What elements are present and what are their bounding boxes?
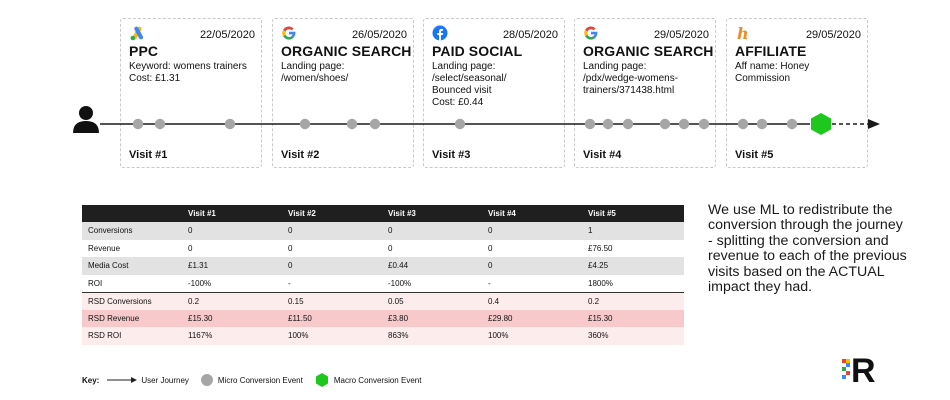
visit-card-2 — [272, 18, 414, 168]
column-header: Visit #2 — [282, 205, 382, 222]
table-cell: 0.2 — [582, 292, 684, 310]
channel-title: ORGANIC SEARCH — [583, 43, 714, 59]
visit-detail: Keyword: womens trainers Cost: £1.31 — [129, 61, 247, 84]
table-cell: 0 — [282, 257, 382, 275]
table-cell: 360% — [582, 327, 684, 345]
row-label: Revenue — [82, 240, 182, 258]
attribution-table — [82, 205, 684, 345]
table-cell: £76.50 — [582, 240, 684, 258]
table-cell: £4.25 — [582, 257, 684, 275]
column-header: Visit #3 — [382, 205, 482, 222]
row-label: ROI — [82, 275, 182, 293]
explanation-text: We use ML to redistribute the conversion through the journey - splitting the conversion and revenue to each of the previous visits based on the ACTUAL impact they had. — [708, 202, 907, 296]
row-label: Media Cost — [82, 257, 182, 275]
table-row — [82, 327, 684, 345]
visit-card-5 — [726, 18, 868, 168]
channel-title: PPC — [129, 43, 159, 59]
table-cell: 0 — [482, 257, 582, 275]
visit-date: 29/05/2020 — [805, 29, 861, 41]
visit-detail: Landing page: /select/seasonal/ Bounced visit Cost: £0.44 — [432, 61, 507, 108]
visit-card-1 — [120, 18, 262, 168]
table-row — [82, 292, 684, 310]
table-row — [82, 257, 684, 275]
table-row — [82, 222, 684, 240]
journey-arrowhead — [868, 119, 880, 129]
legend-item-user-journey — [107, 375, 189, 385]
table-cell: 0 — [482, 222, 582, 240]
table-cell: 100% — [282, 327, 382, 345]
table-cell: 0 — [482, 240, 582, 258]
table-cell: £15.30 — [182, 310, 282, 328]
svg-text:R: R — [851, 352, 876, 386]
visit-label: Visit #3 — [432, 149, 471, 161]
google-ads-icon — [129, 25, 145, 41]
table-cell: 0 — [282, 240, 382, 258]
visit-detail: Landing page: /pdx/wedge-womens- trainers/371438.html — [583, 61, 679, 96]
row-label: RSD Conversions — [82, 292, 182, 310]
micro-event-icon — [201, 374, 213, 386]
column-header: Visit #5 — [582, 205, 684, 222]
table-header-row — [82, 205, 684, 222]
visit-label: Visit #5 — [735, 149, 774, 161]
honey-icon — [735, 25, 751, 41]
legend-label: Micro Conversion Event — [217, 375, 303, 385]
svg-text:h: h — [737, 25, 749, 41]
macro-event-icon — [315, 373, 329, 387]
legend — [82, 372, 433, 388]
legend-title: Key: — [82, 375, 100, 385]
table-cell: £3.80 — [382, 310, 482, 328]
google-icon — [281, 25, 297, 41]
user-icon — [73, 106, 99, 133]
visit-detail: Landing page: /women/shoes/ — [281, 61, 349, 84]
google-icon — [583, 25, 599, 41]
table-cell: -100% — [182, 275, 282, 293]
column-header — [82, 205, 182, 222]
visit-label: Visit #1 — [129, 149, 168, 161]
visit-date: 29/05/2020 — [653, 29, 709, 41]
table-cell: £0.44 — [382, 257, 482, 275]
table-cell: 863% — [382, 327, 482, 345]
table-cell: 0.05 — [382, 292, 482, 310]
column-header: Visit #4 — [482, 205, 582, 222]
brand-logo-icon — [842, 350, 882, 386]
table-cell: 0.15 — [282, 292, 382, 310]
table-cell: 1167% — [182, 327, 282, 345]
visit-card-4 — [574, 18, 716, 168]
table-cell: 0 — [182, 240, 282, 258]
table-cell: -100% — [382, 275, 482, 293]
table-cell: 0 — [382, 222, 482, 240]
visit-date: 28/05/2020 — [502, 29, 558, 41]
visit-detail: Aff name: Honey Commission — [735, 61, 810, 84]
visit-label: Visit #2 — [281, 149, 320, 161]
table-cell: £1.31 — [182, 257, 282, 275]
row-label: RSD ROI — [82, 327, 182, 345]
arrow-right-icon — [107, 375, 137, 385]
legend-label: Macro Conversion Event — [333, 375, 422, 385]
channel-title: PAID SOCIAL — [432, 43, 523, 59]
visit-date: 22/05/2020 — [199, 29, 255, 41]
legend-item-macro — [315, 373, 422, 387]
row-label: Conversions — [82, 222, 182, 240]
table-cell: 0 — [282, 222, 382, 240]
channel-title: ORGANIC SEARCH — [281, 43, 412, 59]
table-row — [82, 275, 684, 293]
channel-title: AFFILIATE — [735, 43, 807, 59]
visit-label: Visit #4 — [583, 149, 622, 161]
table-cell: 0 — [182, 222, 282, 240]
table-cell: 1800% — [582, 275, 684, 293]
table-cell: - — [282, 275, 382, 293]
table-cell: 1 — [582, 222, 684, 240]
legend-item-micro — [201, 374, 303, 386]
table-cell: £11.50 — [282, 310, 382, 328]
table-cell: £29.80 — [482, 310, 582, 328]
table-cell: £15.30 — [582, 310, 684, 328]
table-cell: 0.4 — [482, 292, 582, 310]
column-header: Visit #1 — [182, 205, 282, 222]
facebook-icon — [432, 25, 448, 41]
legend-label: User Journey — [141, 375, 189, 385]
visit-date: 26/05/2020 — [351, 29, 407, 41]
row-label: RSD Revenue — [82, 310, 182, 328]
table-row — [82, 310, 684, 328]
table-cell: - — [482, 275, 582, 293]
table-cell: 0.2 — [182, 292, 282, 310]
visit-card-3 — [423, 18, 565, 168]
table-cell: 100% — [482, 327, 582, 345]
table-cell: 0 — [382, 240, 482, 258]
table-row — [82, 240, 684, 258]
